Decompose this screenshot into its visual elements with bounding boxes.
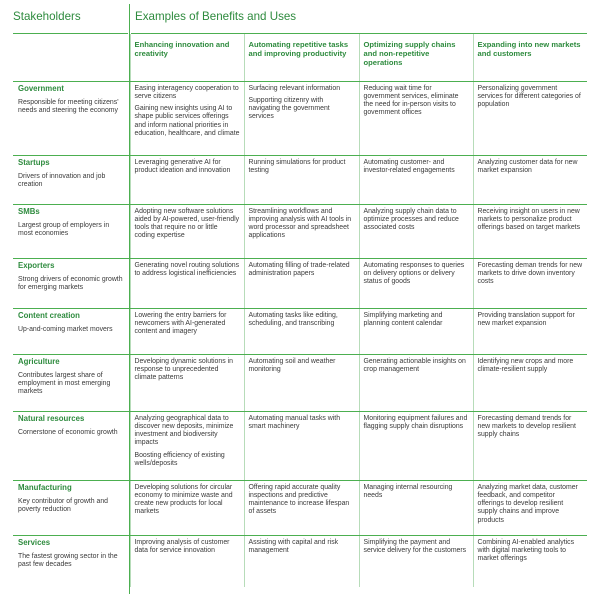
benefit-cell [359,155,473,204]
benefits-header: Examples of Benefits and Uses [131,0,587,34]
benefit-text: Analyzing geographical data to discover new deposits, minimize investment and biodiversity impacts [134,414,234,447]
benefit-text: Supporting citizenry with navigating the government services [248,96,330,121]
benefit-text: Offering rapid accurate quality inspections and predictive maintenance to increase lifespan of assets [248,483,350,516]
benefit-cell [244,308,359,354]
benefit-text: Forecasting demand trends for new markets to develop resilient supply chains [477,414,576,439]
benefit-text: Analyzing customer data for new market expansion [477,158,578,174]
stakeholder-desc: Key contributor of growth and poverty reduction [18,497,109,514]
table-row [13,204,587,258]
benefit-text: Developing dynamic solutions in response to unprecedented climate patterns [134,357,233,382]
benefit-text: Developing solutions for circular economy to minimize waste and create new products for local markets [134,483,233,516]
stakeholder-name: Content creation [18,310,80,320]
stakeholder-cell [13,308,130,354]
column-header-new-markets: Expanding into new markets and customers [473,34,587,81]
benefit-text: Analyzing supply chain data to optimize processes and reduce associated costs [363,207,459,232]
benefit-text: Reducing wait time for government services, eliminate the need for in-person visits to government offices [363,84,459,117]
benefit-cell [130,204,244,258]
stakeholder-name: Agriculture [18,356,60,366]
benefit-cell [244,204,359,258]
benefit-cell [359,411,473,480]
benefit-cell [359,204,473,258]
stakeholder-cell [13,81,130,155]
benefit-cell [359,258,473,308]
benefit-cell [130,480,244,535]
stakeholder-desc: Largest group of employers in most economies [18,221,110,238]
benefit-text: Forecasting deman trends for new markets to drive down inventory costs [477,261,583,286]
empty-header-cell [13,34,130,81]
stakeholder-name: SMBs [18,206,40,216]
benefit-text: Automating customer- and investor-related engagements [363,158,455,174]
benefit-text: Automating manual tasks with smart machinery [248,414,341,430]
benefit-cell [244,411,359,480]
benefit-text: Providing translation support for new market expansion [477,311,575,327]
table-row [13,411,587,480]
benefit-cell [473,81,587,155]
benefit-text: Lowering the entry barriers for newcomers with AI-generated content and imagery [134,311,227,336]
benefit-text: Simplifying the payment and service delivery for the customers [363,538,467,554]
stakeholder-cell [13,204,130,258]
column-header-supply-chains: Optimizing supply chains and non-repetitive operations [359,34,473,81]
stakeholder-name: Exporters [18,260,55,270]
benefit-cell [244,81,359,155]
benefit-text: Automating filling of trade-related administration papers [248,261,350,277]
benefit-text: Assisting with capital and risk management [248,538,339,554]
stakeholder-desc: Strong drivers of economic growth for emerging markets [18,275,123,292]
benefit-cell [130,354,244,411]
table-row [13,81,587,155]
benefit-cell [473,258,587,308]
benefit-text: Easing interagency cooperation to serve citizens [134,84,239,100]
stakeholder-desc: Up-and-coming market movers [18,325,113,333]
table-row [13,258,587,308]
stakeholder-cell [13,354,130,411]
stakeholder-cell [13,155,130,204]
table-row [13,155,587,204]
stakeholders-header: Stakeholders [13,0,128,34]
benefit-text: Improving analysis of customer data for service innovation [134,538,230,554]
benefit-cell [130,155,244,204]
benefit-text: Simplifying marketing and planning content calendar [363,311,443,327]
benefit-text: Leveraging generative AI for product ideation and innovation [134,158,231,174]
stakeholder-cell [13,258,130,308]
stakeholder-desc: Contributes largest share of employment in most emerging markets [18,371,111,396]
benefit-cell [359,354,473,411]
benefit-text: Receiving insight on users in new markets to personalize product offerings based on target markets [477,207,581,232]
benefit-text: Analyzing market data, customer feedback, and competitor offerings to develop resilient supply chains and improve products [477,483,578,524]
benefit-cell [130,81,244,155]
benefit-text: Automating soil and weather monitoring [248,357,336,373]
benefit-text: Automating responses to queries on delivery options or delivery status of goods [363,261,465,286]
benefit-cell [244,480,359,535]
benefit-text: Gaining new insights using AI to shape public services offerings and inform national priorities in education, healthcare, and climate [134,105,240,137]
benefit-text: Combining AI-enabled analytics with digital marketing tools to market offerings [477,538,575,563]
benefit-cell [359,480,473,535]
table-row [13,308,587,354]
benefit-cell [473,204,587,258]
stakeholder-desc: The fastest growing sector in the past few decades [18,552,118,569]
benefit-text: Managing internal resourcing needs [363,483,453,499]
benefit-cell [130,535,244,587]
benefit-cell [130,411,244,480]
benefit-cell [473,155,587,204]
benefit-cell [473,480,587,535]
stakeholder-cell [13,411,130,480]
benefit-cell [244,258,359,308]
benefit-cell [473,535,587,587]
benefit-text: Automating tasks like editing, scheduling, and transcribing [248,311,338,327]
benefit-cell [359,535,473,587]
benefit-cell [130,308,244,354]
benefit-cell [130,258,244,308]
table-row [13,535,587,587]
table-row [13,480,587,535]
benefit-text: Surfacing relevant information [248,84,341,92]
column-header-innovation: Enhancing innovation and creativity [130,34,244,81]
stakeholder-desc: Cornerstone of economic growth [18,428,118,436]
benefit-cell [244,155,359,204]
stakeholder-name: Natural resources [18,413,85,423]
benefit-cell [473,411,587,480]
benefit-text: Generating novel routing solutions to address logistical inefficiencies [134,261,240,277]
stakeholder-name: Manufacturing [18,482,72,492]
stakeholder-desc: Responsible for meeting citizens' needs and steering the economy [18,98,119,115]
benefit-cell [359,308,473,354]
benefit-cell [244,535,359,587]
benefit-text: Identifying new crops and more climate-resilient supply [477,357,574,373]
benefit-text: Monitoring equipment failures and flagging supply chain disruptions [363,414,468,430]
stakeholder-cell [13,480,130,535]
benefit-cell [359,81,473,155]
column-header-row [13,34,587,81]
stakeholder-desc: Drivers of innovation and job creation [18,172,106,189]
stakeholder-name: Government [18,83,64,93]
benefit-cell [244,354,359,411]
stakeholder-name: Services [18,537,51,547]
benefit-text: Generating actionable insights on crop management [363,357,466,373]
benefit-text: Running simulations for product testing [248,158,346,174]
benefit-text: Boosting efficiency of existing wells/deposits [134,451,225,467]
column-header-automation: Automating repetitive tasks and improving productivity [244,34,359,81]
benefit-text: Personalizing government services for different categories of population [477,84,581,109]
table-row [13,354,587,411]
stakeholder-cell [13,535,130,587]
benefit-cell [473,308,587,354]
stakeholder-name: Startups [18,157,50,167]
benefit-text: Adopting new software solutions aided by AI-powered, user-friendly tools that require no or little coding expertise [134,207,240,240]
benefit-text: Streamlining workflows and improving analysis with AI tools in word processor and spreadsheet applications [248,207,352,240]
benefits-table [13,34,587,587]
benefit-cell [473,354,587,411]
